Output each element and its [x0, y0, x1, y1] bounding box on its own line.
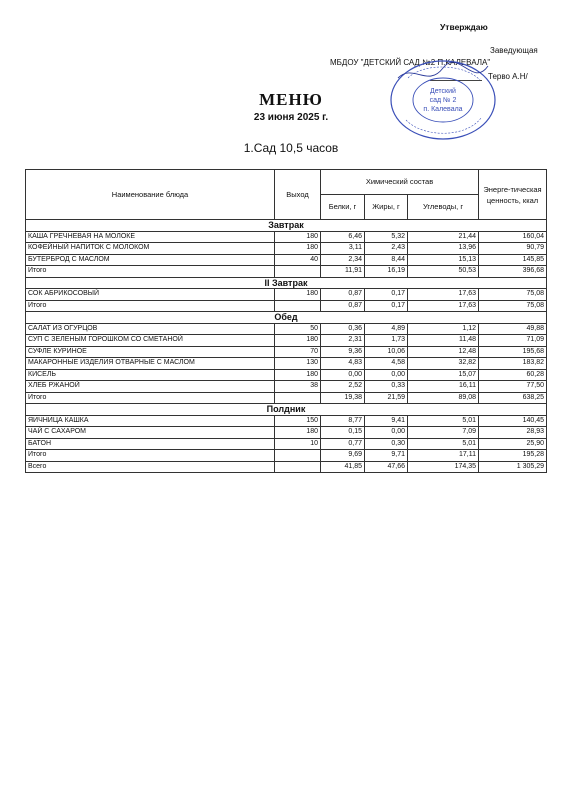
dish-name: ХЛЕБ РЖАНОЙ — [26, 381, 275, 393]
header-output: Выход — [275, 170, 321, 220]
dish-name: ЧАЙ С САХАРОМ — [26, 427, 275, 439]
total-output — [275, 450, 321, 462]
total-row — [26, 266, 547, 278]
dish-name: СУП С ЗЕЛЕНЫМ ГОРОШКОМ СО СМЕТАНОЙ — [26, 335, 275, 347]
total-energy: 75,08 — [479, 300, 547, 312]
dish-output: 180 — [275, 369, 321, 381]
approval-position: Заведующая — [490, 46, 538, 55]
dish-energy: 195,68 — [479, 346, 547, 358]
total-row — [26, 300, 547, 312]
table-row — [26, 243, 547, 255]
dish-protein: 0,36 — [321, 323, 365, 335]
dish-output: 180 — [275, 231, 321, 243]
section-title: Полдник — [26, 404, 547, 416]
table-row — [26, 438, 547, 450]
table-row — [26, 289, 547, 301]
dish-protein: 0,87 — [321, 289, 365, 301]
table-row — [26, 427, 547, 439]
dish-carbs: 11,48 — [408, 335, 479, 347]
dish-fat: 4,89 — [365, 323, 408, 335]
seal-line-1: Детский — [430, 88, 456, 95]
dish-energy: 77,50 — [479, 381, 547, 393]
grand-total-row — [26, 461, 547, 473]
total-energy: 195,28 — [479, 450, 547, 462]
total-energy: 638,25 — [479, 392, 547, 404]
section-title: Завтрак — [26, 220, 547, 232]
dish-name: КОФЕЙНЫЙ НАПИТОК С МОЛОКОМ — [26, 243, 275, 255]
table-row — [26, 358, 547, 370]
dish-energy: 160,04 — [479, 231, 547, 243]
dish-carbs: 13,96 — [408, 243, 479, 255]
total-output — [275, 266, 321, 278]
dish-energy: 75,08 — [479, 289, 547, 301]
dish-carbs: 32,82 — [408, 358, 479, 370]
dish-fat: 0,33 — [365, 381, 408, 393]
total-label: Итого — [26, 450, 275, 462]
dish-carbs: 1,12 — [408, 323, 479, 335]
dish-energy: 183,82 — [479, 358, 547, 370]
dish-name: КИСЕЛЬ — [26, 369, 275, 381]
total-label: Итого — [26, 300, 275, 312]
dish-name: САЛАТ ИЗ ОГУРЦОВ — [26, 323, 275, 335]
grand-total-output — [275, 461, 321, 473]
total-fat: 16,19 — [365, 266, 408, 278]
header-carbs: Углеводы, г — [408, 195, 479, 220]
grand-total-energy: 1 305,29 — [479, 461, 547, 473]
total-protein: 19,38 — [321, 392, 365, 404]
total-label: Итого — [26, 392, 275, 404]
page-title: МЕНЮ — [259, 90, 323, 109]
seal-line-3: п. Калевала — [423, 106, 463, 113]
dish-output: 38 — [275, 381, 321, 393]
dish-energy: 140,45 — [479, 415, 547, 427]
dish-protein: 8,77 — [321, 415, 365, 427]
header-name: Наименование блюда — [26, 170, 275, 220]
header-fat: Жиры, г — [365, 195, 408, 220]
dish-output: 180 — [275, 243, 321, 255]
approval-title: Утверждаю — [440, 22, 488, 32]
section-title: II Завтрак — [26, 277, 547, 289]
dish-carbs: 15,13 — [408, 254, 479, 266]
dish-fat: 0,17 — [365, 289, 408, 301]
dish-carbs: 5,01 — [408, 438, 479, 450]
table-row — [26, 323, 547, 335]
total-row — [26, 392, 547, 404]
dish-output: 180 — [275, 427, 321, 439]
section-title: Обед — [26, 312, 547, 324]
dish-energy: 49,88 — [479, 323, 547, 335]
menu-date: 23 июня 2025 г. — [253, 112, 329, 123]
dish-carbs: 21,44 — [408, 231, 479, 243]
dish-energy: 145,85 — [479, 254, 547, 266]
table-row — [26, 231, 547, 243]
grand-total-protein: 41,85 — [321, 461, 365, 473]
dish-energy: 28,93 — [479, 427, 547, 439]
dish-output: 70 — [275, 346, 321, 358]
dish-output: 50 — [275, 323, 321, 335]
dish-protein: 2,31 — [321, 335, 365, 347]
dish-fat: 10,06 — [365, 346, 408, 358]
header-protein: Белки, г — [321, 195, 365, 220]
dish-carbs: 12,48 — [408, 346, 479, 358]
table-row — [26, 254, 547, 266]
seal-line-2: сад № 2 — [429, 97, 457, 104]
dish-fat: 5,32 — [365, 231, 408, 243]
dish-fat: 9,41 — [365, 415, 408, 427]
dish-output: 180 — [275, 335, 321, 347]
approval-name: Терво А.Н/ — [488, 72, 528, 81]
dish-fat: 4,58 — [365, 358, 408, 370]
total-fat: 0,17 — [365, 300, 408, 312]
total-output — [275, 392, 321, 404]
menu-table — [25, 169, 547, 473]
dish-protein: 6,46 — [321, 231, 365, 243]
total-fat: 9,71 — [365, 450, 408, 462]
dish-name: КАША ГРЕЧНЕВАЯ НА МОЛОКЕ — [26, 231, 275, 243]
table-row — [26, 346, 547, 358]
dish-name: БАТОН — [26, 438, 275, 450]
total-label: Итого — [26, 266, 275, 278]
dish-carbs: 16,11 — [408, 381, 479, 393]
dish-name: СОК АБРИКОСОВЫЙ — [26, 289, 275, 301]
dish-protein: 2,52 — [321, 381, 365, 393]
table-row — [26, 381, 547, 393]
dish-output: 10 — [275, 438, 321, 450]
dish-energy: 25,90 — [479, 438, 547, 450]
total-energy: 396,68 — [479, 266, 547, 278]
dish-output: 180 — [275, 289, 321, 301]
dish-carbs: 5,01 — [408, 415, 479, 427]
grand-total-carbs: 174,35 — [408, 461, 479, 473]
dish-protein: 0,00 — [321, 369, 365, 381]
total-protein: 9,69 — [321, 450, 365, 462]
total-output — [275, 300, 321, 312]
total-row — [26, 450, 547, 462]
dish-energy: 60,28 — [479, 369, 547, 381]
total-carbs: 89,08 — [408, 392, 479, 404]
dish-output: 150 — [275, 415, 321, 427]
dish-fat: 0,00 — [365, 427, 408, 439]
dish-name: МАКАРОННЫЕ ИЗДЕЛИЯ ОТВАРНЫЕ С МАСЛОМ — [26, 358, 275, 370]
dish-carbs: 7,09 — [408, 427, 479, 439]
header-chem: Химический состав — [321, 170, 479, 195]
dish-output: 130 — [275, 358, 321, 370]
total-protein: 11,91 — [321, 266, 365, 278]
dish-protein: 2,34 — [321, 254, 365, 266]
dish-fat: 0,30 — [365, 438, 408, 450]
dish-fat: 1,73 — [365, 335, 408, 347]
dish-carbs: 15,07 — [408, 369, 479, 381]
dish-fat: 2,43 — [365, 243, 408, 255]
dish-name: БУТЕРБРОД С МАСЛОМ — [26, 254, 275, 266]
dish-fat: 0,00 — [365, 369, 408, 381]
dish-protein: 9,36 — [321, 346, 365, 358]
header-energy: Энерге-тическая ценность, ккал — [479, 170, 547, 220]
grand-total-label: Всего — [26, 461, 275, 473]
dish-protein: 0,77 — [321, 438, 365, 450]
total-protein: 0,87 — [321, 300, 365, 312]
dish-name: СУФЛЕ КУРИНОЕ — [26, 346, 275, 358]
approval-organization: МБДОУ "ДЕТСКИЙ САД №2 П.КАЛЕВАЛА" — [330, 58, 491, 67]
table-row — [26, 369, 547, 381]
dish-protein: 0,15 — [321, 427, 365, 439]
menu-subtitle: 1.Сад 10,5 часов — [243, 141, 339, 155]
table-row — [26, 415, 547, 427]
dish-protein: 4,83 — [321, 358, 365, 370]
grand-total-fat: 47,66 — [365, 461, 408, 473]
dish-name: ЯИЧНИЦА КАШКА — [26, 415, 275, 427]
dish-protein: 3,11 — [321, 243, 365, 255]
dish-carbs: 17,63 — [408, 289, 479, 301]
dish-output: 40 — [275, 254, 321, 266]
total-carbs: 17,63 — [408, 300, 479, 312]
table-row — [26, 335, 547, 347]
dish-energy: 71,09 — [479, 335, 547, 347]
total-carbs: 50,53 — [408, 266, 479, 278]
total-carbs: 17,11 — [408, 450, 479, 462]
total-fat: 21,59 — [365, 392, 408, 404]
dish-energy: 90,79 — [479, 243, 547, 255]
dish-fat: 8,44 — [365, 254, 408, 266]
